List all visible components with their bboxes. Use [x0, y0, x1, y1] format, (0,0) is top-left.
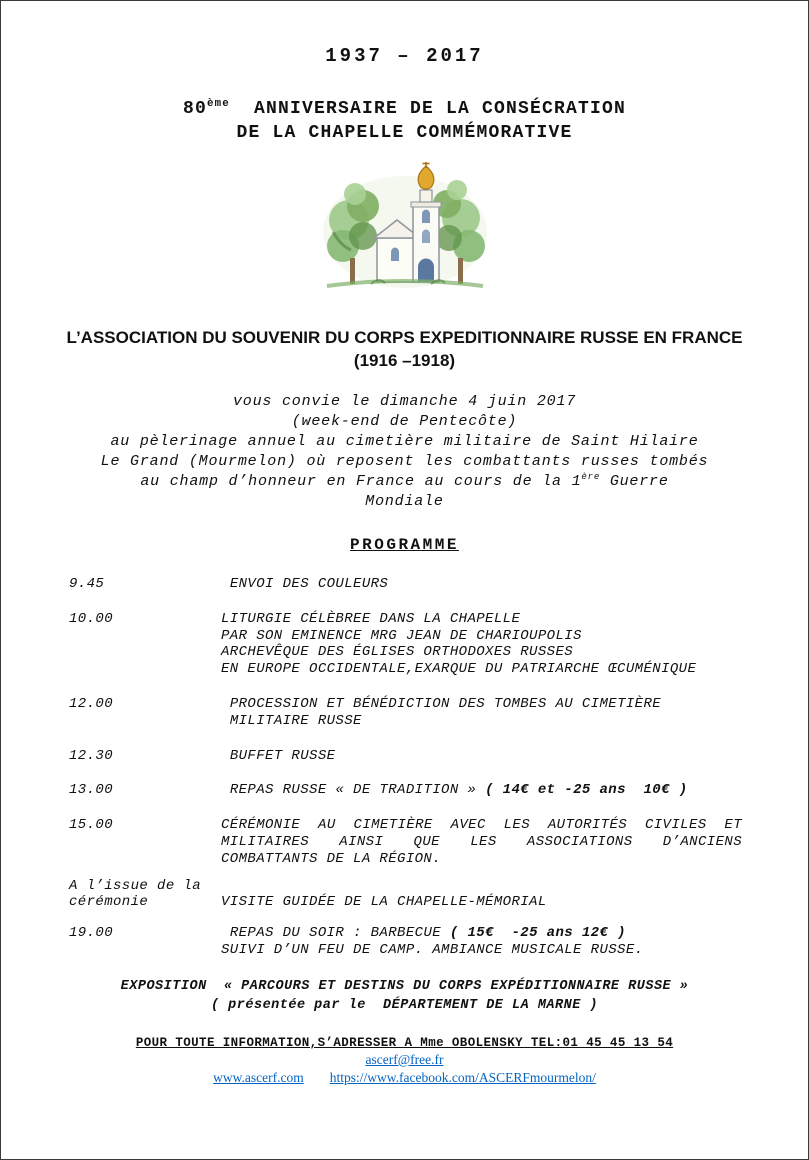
programme-content — [221, 894, 742, 911]
invitation-line — [1, 472, 808, 492]
programme-line — [221, 782, 742, 799]
programme-time: 12.30 — [69, 747, 114, 764]
programme-time: 10.00 — [69, 610, 114, 627]
contact-info: POUR TOUTE INFORMATION,S’ADRESSER A Mme OBOLENSKY TEL:01 45 45 13 54 — [135, 1035, 674, 1050]
website-link[interactable]: www.ascerf.com — [213, 1069, 304, 1085]
programme-row — [69, 696, 742, 730]
programme-line: MILITAIRE RUSSE — [221, 712, 362, 729]
programme-line: ENVOI DES COULEURS — [221, 576, 389, 593]
exposition-note — [1, 977, 808, 1016]
programme-line: CÉRÉMONIE AU CIMETIÈRE AVEC LES AUTORITÉS CIVILES ET — [221, 817, 742, 834]
programme-line: PROCESSION ET BÉNÉDICTION DES TOMBES AU CIMETIÈRE — [221, 696, 662, 713]
invitation-line: Le Grand (Mourmelon) où reposent les combattants russes tombés — [100, 453, 709, 471]
email-link[interactable]: ascerf@free.fr — [365, 1051, 444, 1067]
programme-time-line: cérémonie — [69, 894, 149, 911]
chapel-watercolor-image — [319, 162, 491, 293]
programme-time — [69, 878, 221, 912]
programme-line: VISITE GUIDÉE DE LA CHAPELLE-MÉMORIAL — [221, 894, 547, 911]
programme-content — [221, 748, 742, 765]
anniversary-ordinal: ème — [206, 98, 230, 110]
meal-price: ( 14€ et -25 ans 10€ ) — [485, 782, 688, 799]
programme-time: 15.00 — [69, 817, 114, 834]
programme-row — [69, 925, 742, 959]
invitation-text — [1, 392, 808, 512]
programme-time: 9.45 — [69, 576, 105, 593]
years-range: 1937 – 2017 — [325, 45, 484, 67]
programme-line: COMBATTANTS DE LA RÉGION. — [221, 850, 442, 867]
programme-line: SUIVI D’UN FEU DE CAMP. AMBIANCE MUSICALE RUSSE. — [221, 941, 644, 958]
links-line — [1, 1070, 808, 1086]
programme-content — [221, 576, 742, 593]
programme-row — [69, 782, 742, 799]
programme-line: EN EUROPE OCCIDENTALE,EXARQUE DU PATRIARCHE ŒCUMÉNIQUE — [221, 661, 697, 678]
programme-time: 13.00 — [69, 782, 114, 799]
invitation-line: au pèlerinage annuel au cimetière militaire de Saint Hilaire — [110, 433, 699, 451]
programme-schedule — [69, 576, 742, 959]
exposition-line1: EXPOSITION « PARCOURS ET DESTINS DU CORPS EXPÉDITIONNAIRE RUSSE » — [120, 978, 689, 994]
invitation-line: (week-end de Pentecôte) — [291, 413, 518, 431]
programme-row — [69, 576, 742, 593]
association-line1: L’ASSOCIATION DU SOUVENIR DU CORPS EXPEDITIONNAIRE RUSSE EN FRANCE — [66, 327, 743, 347]
facebook-link[interactable]: https://www.facebook.com/ASCERFmourmelon/ — [329, 1069, 596, 1085]
footer — [1, 1036, 808, 1086]
dinner-label: REPAS DU SOIR : BARBECUE — [221, 925, 450, 942]
main-title — [1, 97, 808, 146]
chapel-illustration — [1, 162, 808, 294]
main-title-line2: DE LA CHAPELLE COMMÉMORATIVE — [236, 122, 573, 143]
programme-row — [69, 878, 742, 912]
programme-content — [221, 925, 742, 959]
exposition-line2: ( présentée par le DÉPARTEMENT DE LA MARNE ) — [210, 998, 599, 1014]
programme-row — [69, 611, 742, 678]
programme-line: LITURGIE CÉLÈBREE DANS LA CHAPELLE — [221, 610, 521, 627]
programme-content — [221, 782, 742, 799]
programme-time-line: A l’issue de la — [69, 877, 202, 894]
invitation-line5-pre: au champ d’honneur en France au cours de la 1 — [140, 473, 582, 491]
programme-heading: PROGRAMME — [350, 536, 459, 555]
programme-time: 12.00 — [69, 696, 114, 713]
anniversary-text: ANNIVERSAIRE DE LA CONSÉCRATION — [230, 99, 627, 119]
invitation-ordinal: ère — [581, 472, 601, 483]
programme-content — [221, 611, 742, 678]
programme-line — [221, 925, 742, 942]
programme-content — [221, 696, 742, 730]
meal-label: REPAS RUSSE « DE TRADITION » — [221, 782, 486, 799]
invitation-line: Mondiale — [365, 493, 444, 511]
anniversary-number: 80 — [182, 99, 207, 119]
invitation-line5-post: Guerre — [600, 473, 669, 491]
programme-line: MILITAIRES AINSI QUE LES ASSOCIATIONS D’ANCIENS — [221, 834, 742, 850]
main-title-line1 — [1, 97, 808, 122]
programme-row — [69, 817, 742, 867]
invitation-line: vous convie le dimanche 4 juin 2017 — [232, 393, 577, 411]
association-line2: (1916 –1918) — [353, 350, 456, 370]
programme-line: PAR SON EMINENCE MRG JEAN DE CHARIOUPOLIS — [221, 627, 582, 644]
association-heading — [1, 326, 808, 373]
programme-line: ARCHEVÊQUE DES ÉGLISES ORTHODOXES RUSSES — [221, 644, 574, 661]
dinner-price: ( 15€ -25 ans 12€ ) — [449, 925, 626, 942]
programme-line: BUFFET RUSSE — [221, 747, 336, 764]
programme-content — [221, 817, 742, 867]
programme-row — [69, 748, 742, 765]
email-line — [1, 1052, 808, 1068]
programme-time: 19.00 — [69, 925, 114, 942]
